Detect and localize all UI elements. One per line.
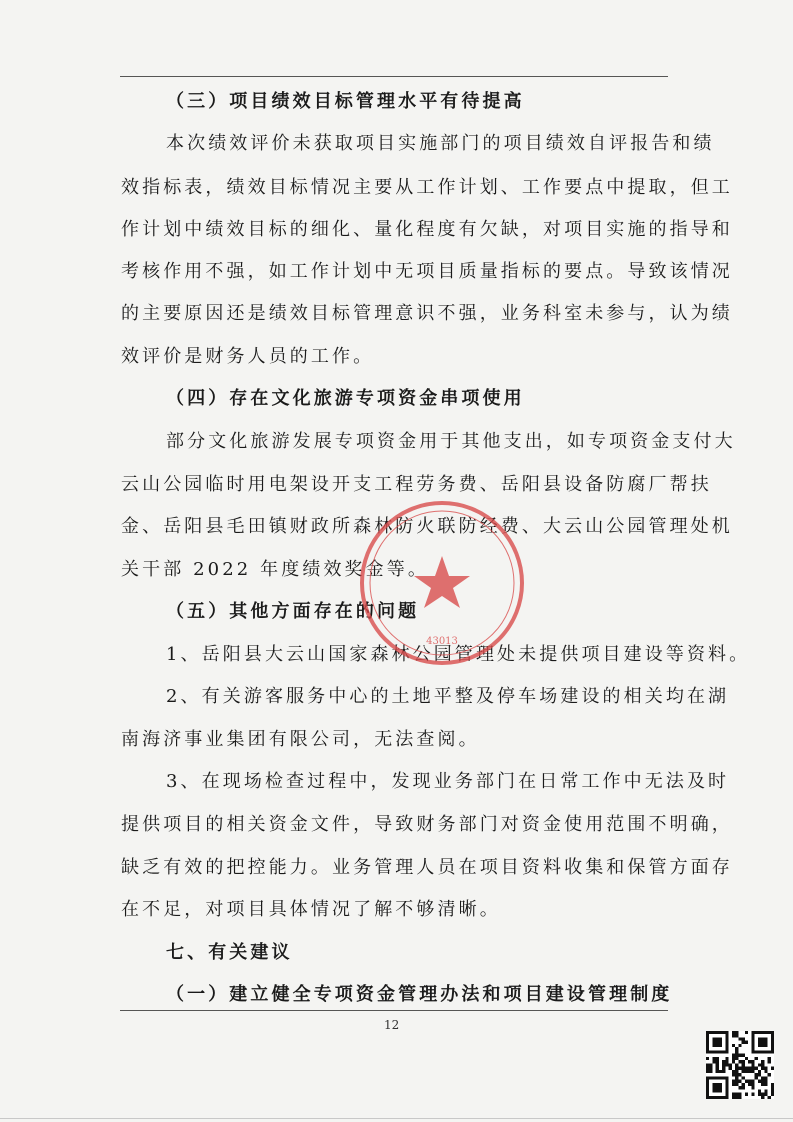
paragraph-line: 金、岳阳县毛田镇财政所森林防火联防经费、大云山公园管理处机 <box>121 516 733 537</box>
section-heading: 七、有关建议 <box>166 942 293 963</box>
paragraph-line: 1、岳阳县大云山国家森林公园管理处未提供项目建设等资料。 <box>166 644 751 665</box>
paragraph-line: 效评价是财务人员的工作。 <box>121 346 375 367</box>
paragraph-line: 南海济事业集团有限公司，无法查阅。 <box>121 729 480 750</box>
paragraph-line: 考核作用不强，如工作计划中无项目质量指标的要点。导致该情况 <box>121 261 733 282</box>
paragraph-line: 在不足，对项目具体情况了解不够清晰。 <box>121 899 501 920</box>
paragraph-line: 本次绩效评价未获取项目实施部门的项目绩效自评报告和绩 <box>166 133 715 154</box>
paragraph-line: 缺乏有效的把控能力。业务管理人员在项目资料收集和保管方面存 <box>121 857 733 878</box>
section-heading: （四）存在文化旅游专项资金串项使用 <box>166 388 525 409</box>
paragraph-line: 提供项目的相关资金文件，导致财务部门对资金使用范围不明确， <box>121 814 733 835</box>
paragraph-line: 云山公园临时用电架设开支工程劳务费、岳阳县设备防腐厂帮扶 <box>121 474 712 495</box>
paragraph-line: 2、有关游客服务中心的土地平整及停车场建设的相关均在湖 <box>166 686 730 707</box>
section-heading: （三）项目绩效目标管理水平有待提高 <box>166 91 525 112</box>
paragraph-line: 部分文化旅游发展专项资金用于其他支出，如专项资金支付大 <box>166 431 736 452</box>
section-heading: （五）其他方面存在的问题 <box>166 601 420 622</box>
qr-code <box>706 1031 774 1099</box>
paragraph-line: 的主要原因还是绩效目标管理意识不强，业务科室未参与，认为绩 <box>121 303 733 324</box>
svg-text:43013: 43013 <box>426 636 458 647</box>
paragraph-line: 效指标表，绩效目标情况主要从工作计划、工作要点中提取，但工 <box>121 177 733 198</box>
paragraph-line: 3、在现场检查过程中，发现业务部门在日常工作中无法及时 <box>166 771 730 792</box>
section-heading: （一）建立健全专项资金管理办法和项目建设管理制度 <box>166 984 673 1005</box>
page-number: 12 <box>384 1018 400 1032</box>
header-rule <box>120 76 668 77</box>
paragraph-line: 关干部 2022 年度绩效奖金等。 <box>121 559 429 580</box>
paragraph-line: 作计划中绩效目标的细化、量化程度有欠缺，对项目实施的指导和 <box>121 219 733 240</box>
official-seal <box>357 498 527 668</box>
footer-rule <box>120 1010 668 1011</box>
page-edge <box>0 1118 793 1119</box>
